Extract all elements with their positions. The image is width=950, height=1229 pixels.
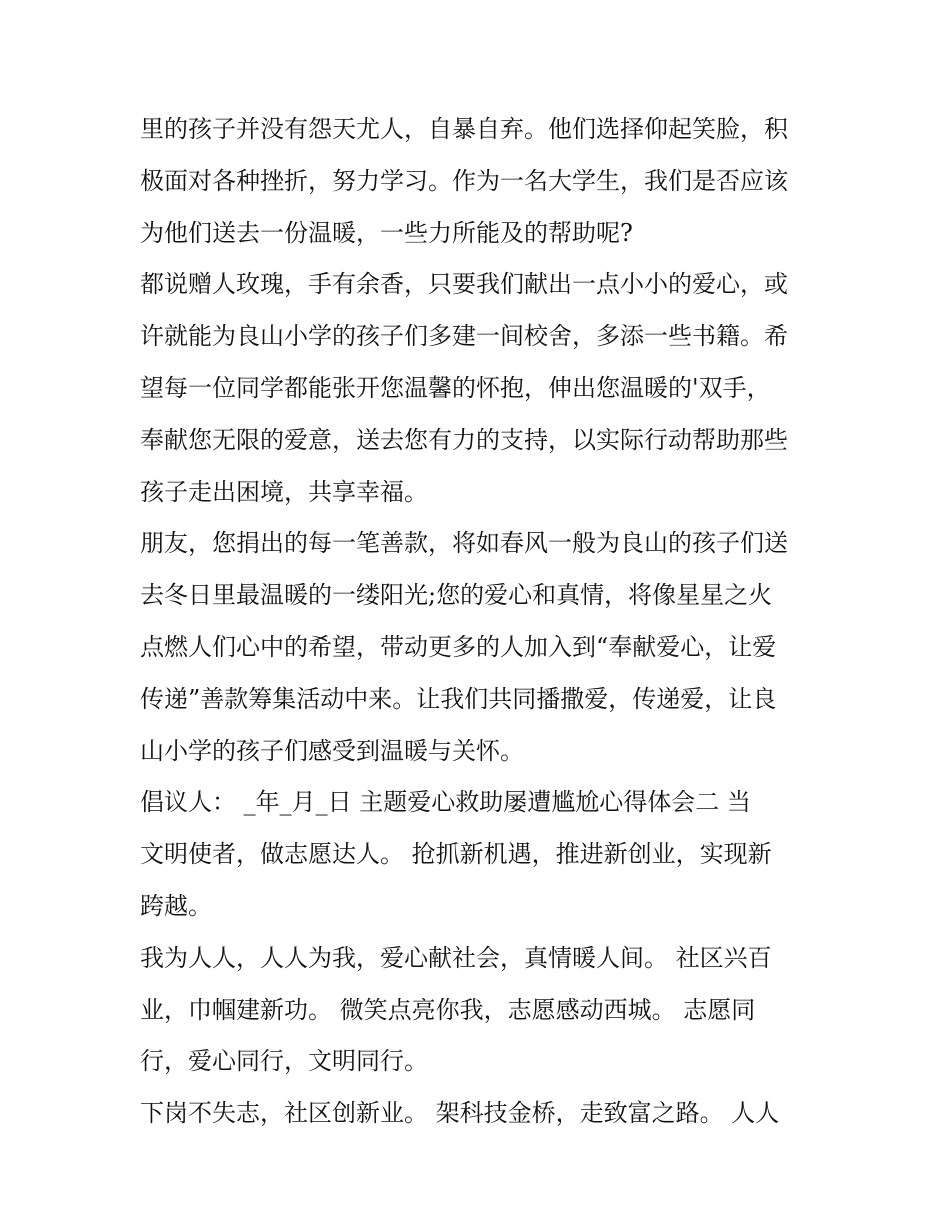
text-line: 倡议人： _年_月_日 主题爱心救助屡遭尴尬心得体会二 当 bbox=[140, 788, 751, 817]
text-line: 许就能为良山小学的孩子们多建一间校舍，多添一些书籍。希 bbox=[140, 322, 788, 351]
text-line: 跨越。 bbox=[140, 891, 212, 920]
text-line: 望每一位同学都能张开您温馨的怀抱，伸出您温暖的'双手， bbox=[140, 373, 771, 402]
text-line: 奉献您无限的爱意，送去您有力的支持，以实际行动帮助那些 bbox=[140, 425, 788, 454]
text-line: 山小学的孩子们感受到温暖与关怀。 bbox=[140, 736, 524, 765]
text-line: 里的孩子并没有怨天尤人，自暴自弃。他们选择仰起笑脸，积 bbox=[140, 115, 788, 143]
text-line: 去冬日里最温暖的一缕阳光;您的爱心和真情，将像星星之火 bbox=[140, 581, 773, 610]
text-line: 文明使者，做志愿达人。 抢抓新机遇，推进新创业，实现新 bbox=[140, 840, 772, 869]
text-line: 为他们送去一份温暖，一些力所能及的帮助呢? bbox=[140, 218, 633, 247]
body-text bbox=[140, 104, 820, 1140]
text-line: 极面对各种挫折，努力学习。作为一名大学生，我们是否应该 bbox=[140, 166, 788, 195]
text-line: 孩子走出困境，共享幸福。 bbox=[140, 477, 428, 506]
text-line: 朋友，您捐出的每一笔善款，将如春风一般为良山的孩子们送 bbox=[140, 529, 788, 558]
text-line: 下岗不失志，社区创新业。 架科技金桥，走致富之路。 人人 bbox=[140, 1099, 780, 1128]
text-line: 传递”善款筹集活动中来。让我们共同播撒爱，传递爱，让良 bbox=[140, 684, 777, 713]
text-line: 业，巾帼建新功。 微笑点亮你我，志愿感动西城。 志愿同 bbox=[140, 995, 756, 1024]
text-line: 我为人人，人人为我，爱心献社会，真情暖人间。 社区兴百 bbox=[140, 943, 772, 972]
text-line: 点燃人们心中的希望，带动更多的人加入到“奉献爱心，让爱 bbox=[140, 632, 777, 661]
text-line: 行，爱心同行，文明同行。 bbox=[140, 1047, 428, 1076]
text-line: 都说赠人玫瑰，手有余香，只要我们献出一点小小的爱心，或 bbox=[140, 270, 788, 299]
